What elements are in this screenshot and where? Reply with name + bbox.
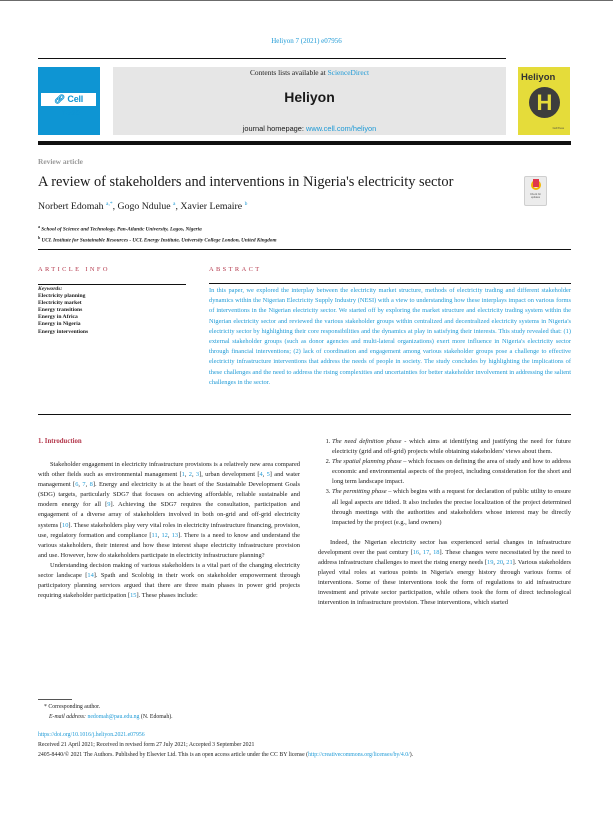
- citation-link[interactable]: 10: [62, 521, 69, 529]
- abstract-end-rule: [38, 414, 571, 415]
- citation-link[interactable]: 18: [433, 548, 440, 556]
- body-right-column: [318, 437, 571, 609]
- check-updates-label: [525, 193, 546, 200]
- affiliation-text: School of Science and Technology, Pan-Atlantic University, Lagos, Nigeria: [41, 226, 202, 233]
- citation-link[interactable]: 16: [412, 548, 420, 556]
- author-separator: ,: [175, 201, 181, 212]
- cellpress-wordmark: [41, 93, 96, 117]
- author-name[interactable]: Norbert Edomah: [38, 201, 104, 212]
- homepage-link[interactable]: www.cell.com/heliyon: [306, 124, 377, 133]
- affiliation-item: [38, 223, 276, 234]
- article-history: Received 21 April 2021; Received in revised form 27 July 2021; Accepted 3 September 2021: [38, 741, 255, 748]
- journal-cover-image[interactable]: [518, 67, 570, 135]
- text-run: ,: [419, 548, 423, 556]
- affiliation-text: UCL Institute for Sustainable Resources - UCL Energy Institute, University College London, United Kingdom: [41, 237, 277, 244]
- text-run: ,: [262, 471, 267, 479]
- keywords-label: Keywords:: [38, 286, 63, 292]
- text-run: ], urban development [: [199, 471, 260, 479]
- text-run: Stakeholder engagement in electricity infrastructure provisions is a relatively new area compared with other fields such as environmental management [: [38, 461, 300, 479]
- text-run: ,: [157, 531, 162, 539]
- citation-link[interactable]: 13: [171, 531, 179, 539]
- link-chain-icon: 🔗︎: [53, 94, 66, 104]
- citation-link[interactable]: 6: [75, 481, 79, 489]
- text-run: ]. Achieving the SDG7 requires the consultation, participation and engagement of a diverse array of stakeholders involved in both on-grid and off-grid electricity systems [: [38, 501, 300, 529]
- affiliation-mark: a: [38, 224, 40, 229]
- citation-link[interactable]: 17: [422, 548, 430, 556]
- citation-link[interactable]: 5: [266, 471, 270, 479]
- author-list: [38, 201, 247, 212]
- abstract-heading: ABSTRACT: [209, 266, 262, 273]
- journal-title: Heliyon: [284, 89, 335, 105]
- text-run: ,: [191, 471, 196, 479]
- corresponding-author-note: * Corresponding author.: [44, 704, 101, 710]
- check-updates-line-2: updates: [530, 196, 541, 200]
- contents-line: [113, 68, 506, 77]
- email-line: [44, 712, 173, 722]
- citation-link[interactable]: 8: [89, 481, 93, 489]
- body-paragraph: [38, 460, 300, 561]
- body-paragraph: [318, 538, 571, 609]
- homepage-line: [113, 124, 506, 133]
- license-line: [38, 751, 413, 761]
- body-paragraph: [38, 561, 300, 601]
- text-run: ,: [429, 548, 434, 556]
- publisher-name: Cell Press: [56, 94, 84, 117]
- author-affiliation-mark[interactable]: a: [173, 201, 176, 207]
- citation-link[interactable]: 12: [161, 531, 168, 539]
- crossmark-bookmark-icon: [533, 179, 539, 187]
- keyword-item: Energy in Africa: [38, 314, 78, 321]
- text-run: ,: [167, 531, 172, 539]
- text-run: ]. Energy and electricity is at the heart of the Sustainable Development Goals (SDG) targets, particularly SDG7 that focuses on achieving affordable, reliable sustainable and modern energy for all [: [38, 481, 301, 509]
- text-run: ]. Spath and Scolobig in their work on stakeholder empowerment through participatory planning services argued that there are three main phases in power grid projects requiring stakeholder participation [: [38, 572, 301, 600]
- author-name[interactable]: Xavier Lemaire: [180, 201, 243, 212]
- affiliation-mark: b: [38, 234, 41, 240]
- text-run: ]. These phases include:: [136, 592, 198, 600]
- text-run: ,: [78, 481, 83, 489]
- abstract-rule: [209, 283, 571, 284]
- text-run: ,: [503, 559, 507, 567]
- keyword-item: Electricity market: [38, 300, 82, 307]
- sciencedirect-link[interactable]: ScienceDirect: [327, 68, 370, 77]
- header-rule: [38, 58, 506, 59]
- text-run: Understanding decision making of various stakeholders is a vital part of the changing electricity sector landscape [: [38, 561, 300, 580]
- phase-name: The permitting phase: [332, 488, 387, 496]
- keyword-item: Energy interventions: [38, 328, 89, 335]
- email-suffix: (N. Edomah).: [139, 714, 173, 720]
- citation-link[interactable]: 7: [82, 481, 86, 489]
- author-name[interactable]: Gogo Ndulue: [117, 201, 171, 212]
- text-run: ,: [493, 559, 497, 567]
- text-run: ]. There is a need to know and understand the various stakeholders, their interest and how these interest shape electricity infrastructure provision and use. However, how do stakeholders participate in electricity infrastructure planning?: [38, 531, 300, 559]
- journal-banner: [113, 67, 506, 135]
- phases-list: [318, 437, 571, 528]
- text-run: ]. These stakeholders play very vital roles in electricity infrastructure financing, provision, use, regulatory formation and compliance [: [38, 521, 301, 539]
- keywords-list: [38, 286, 88, 336]
- citation-link[interactable]: 19: [487, 559, 494, 567]
- footnote: [44, 702, 173, 722]
- phase-list-item: [332, 457, 571, 487]
- keyword-item: Energy in Nigeria: [38, 321, 81, 328]
- citation-link[interactable]: 2: [188, 471, 192, 479]
- phase-description: – which focuses on defining the area of study and how to address economic and environmental aspects of the project, including consideration for the short and long term landscape impact.: [332, 458, 572, 486]
- keyword-item: Electricity planning: [38, 293, 86, 300]
- citation-link[interactable]: 11: [151, 531, 158, 539]
- license-prefix: 2405-8440/© 2021 The Authors. Published by Elsevier Ltd. This is an open access article under the CC BY license (: [38, 751, 309, 758]
- citation-link[interactable]: 1: [181, 471, 185, 479]
- text-run: Indeed, the Nigerian electricity sector has experienced serial changes in infrastructure development over the past century [: [318, 538, 571, 556]
- header-thick-rule: [38, 141, 571, 145]
- section-rule: [38, 249, 571, 250]
- contents-prefix: Contents lists available at: [249, 68, 328, 77]
- citation-link[interactable]: 15: [130, 592, 137, 600]
- abstract-text: In this paper, we explored the interplay between the electricity market structure, methods of electricity trading and different stakeholder dynamics within the Nigerian Electricity Supply Industry (NESI) with a view to understanding how these interplays impact on various forms of interventions in the Nigerian electricity sector. We started off by exploring the market structure and electricity trading system within the Nigerian electricity sector and reviewed the various stakeholder groups within centralized and decentralized electricity systems in Nigeria's electricity sector by highlighting their core responsibilities and the dynamics at play in satisfying their interests. This study revealed that: (1) external stakeholder groups (such as donor agencies and multi-lateral organizations) exert more influence in Nigeria's electricity sector through financial interventions; (2) lack of coordination and engagement among various stakeholder groups pose a challenge to effective electricity infrastructure interventions that address the needs of people in society. The study concludes by highlighting the implications of these challenges and the need to address the rising complexities and uncertainties for better stakeholder involvement in addressing the salient challenges in the sector.: [209, 287, 571, 386]
- cover-publisher: Cell Press: [552, 127, 564, 130]
- article-type: Review article: [38, 157, 83, 166]
- article-info-heading: ARTICLE INFO: [38, 266, 110, 273]
- phase-description: - which aims at identifying and justifying the need for future electricity (grid and off-grid) projects while obtaining stakeholders' views about them.: [332, 438, 571, 456]
- cellpress-logo[interactable]: [38, 67, 100, 135]
- phase-description: – which begins with a request for declaration of public utility to ensure all legal aspects are tidied. It also includes the precise localization of the project determined through meetings with the authorities and stakeholders whose interest may be directly impacted by the project (e.g., land owners): [332, 488, 571, 526]
- homepage-prefix: journal homepage:: [242, 124, 307, 133]
- license-link[interactable]: http://creativecommons.org/licenses/by/4.0/: [308, 751, 410, 758]
- citation-link[interactable]: 20: [496, 559, 504, 567]
- phase-name: The need definition phase: [332, 438, 402, 445]
- phase-list-item: [332, 487, 571, 527]
- body-left-column: [38, 460, 300, 601]
- citation-link[interactable]: 3: [195, 471, 200, 479]
- keyword-item: Energy transitions: [38, 307, 83, 314]
- email-label: E-mail address:: [49, 714, 88, 720]
- citation-link[interactable]: 9: [107, 501, 111, 509]
- citation-link[interactable]: 4: [259, 471, 263, 479]
- text-run: ]. Various stakeholders played vital roles at various points in Nigeria's energy history through various forms of interventions. Some of these interventions took the form of regulations to aid infrastructure investment and private sector participation, while others took the form of direct technological intervention in infrastructure provision. These interventions, which started: [318, 559, 571, 607]
- author-separator: ,: [112, 201, 118, 212]
- journal-reference-link[interactable]: Heliyon 7 (2021) e07956: [271, 37, 342, 45]
- affiliations: [38, 223, 276, 244]
- phase-list-item: [332, 437, 571, 457]
- affiliation-item: [38, 234, 276, 245]
- citation-link[interactable]: 14: [87, 572, 94, 580]
- author-affiliation-mark[interactable]: a,*: [106, 201, 113, 207]
- license-suffix: ).: [409, 751, 414, 758]
- article-title: A review of stakeholders and interventions in Nigeria's electricity sector: [38, 174, 454, 190]
- doi-link[interactable]: https://doi.org/10.1016/j.heliyon.2021.e07956: [38, 732, 145, 738]
- heliyon-h-logo-icon: H: [529, 87, 560, 118]
- check-for-updates-button[interactable]: [524, 176, 547, 206]
- text-run: ]. These changes were necessitated by the need to address infrastructure challenges to meet the rising energy needs [: [318, 548, 571, 567]
- citation-link[interactable]: 21: [506, 559, 513, 567]
- check-updates-line-1: Check for: [529, 193, 542, 196]
- phase-name: The spatial planning phase: [332, 458, 402, 466]
- article-meta-footer: [38, 731, 413, 760]
- text-run: ,: [85, 481, 90, 489]
- article-info-rule: [38, 284, 186, 285]
- author-affiliation-mark[interactable]: b: [244, 201, 248, 207]
- text-run: ] and water management [: [38, 471, 300, 489]
- introduction-heading: 1. Introduction: [38, 438, 82, 445]
- cover-title: Heliyon: [521, 72, 556, 83]
- email-link[interactable]: nedomah@pau.edu.ng: [87, 714, 140, 720]
- footnote-rule: [38, 699, 72, 700]
- text-run: ,: [184, 471, 189, 479]
